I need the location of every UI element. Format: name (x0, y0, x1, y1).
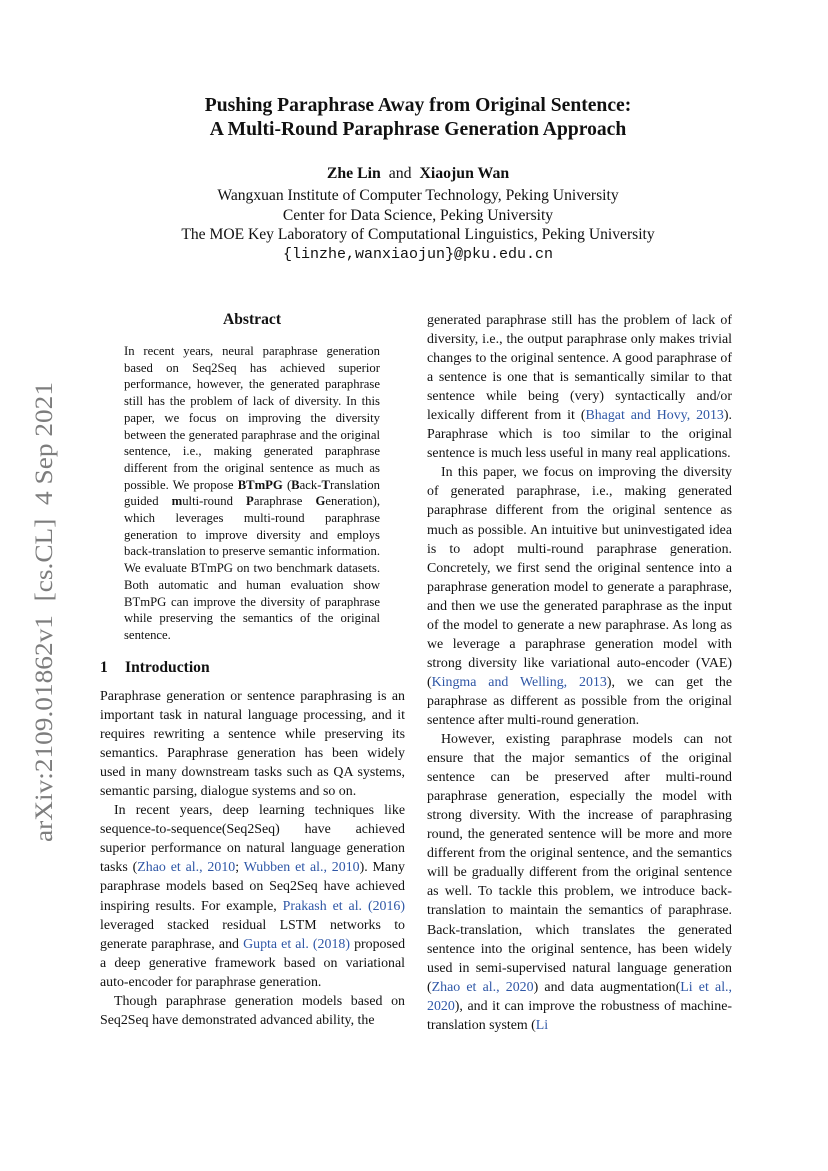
affiliation-line: Wangxuan Institute of Computer Technology, Peking University (217, 187, 619, 204)
citation-link[interactable]: Bhagat and Hovy, 2013 (585, 408, 724, 424)
acronym-letter: T (321, 477, 330, 492)
section-number: 1 (100, 659, 108, 676)
affiliation-line: Center for Data Science, Peking University (282, 206, 554, 224)
section-heading-introduction (100, 658, 210, 678)
title-line-1: Pushing Paraphrase Away from Original Sentence: (204, 95, 632, 116)
citation-link[interactable]: Prakash et al. (2016) (282, 898, 405, 914)
paragraph (427, 311, 732, 463)
paragraph-text: proposed a deep generative framework based on variational auto-encoder for paraphrase generation. (100, 936, 406, 990)
acronym-letter: B (291, 477, 300, 492)
paragraph-text: However, existing paraphrase models can not ensure that the major semantics of the original sentence can be preserved after multi-round paraphrase generation, especially the model with strong diversity. With the increase of paraphrasing round, the generated sentence will be more and more different from the original sentence, and the semantics will be gradually different from the original sentence as well. To tackle this problem, we introduce back-translation to maintain the semantics of paraphrase. Back-translation, which translates the generated sentence into the original sentence, has been widely used in semi-supervised natural language generation ( (427, 732, 732, 995)
arxiv-stamp (16, 378, 66, 848)
abstract-text: ack- (299, 477, 322, 492)
paragraph-text: In this paper, we focus on improving the diversity of generated paraphrase, i.e., making generated paraphrase different from the original sentence as much as possible. An intuitive but uninvestigated idea is to adopt multi-round paraphrase generation. Concretely, we first send the original sentence into a paraphrase generation model to generate a paraphrase, and then we use the generated paraphrase as the input of the model to generate a new paraphrase. As long as we leverage a paraphrase generation model with strong diversity like variational auto-encoder (VAE)( (427, 465, 732, 690)
citation-link[interactable]: Kingma and Welling, 2013 (431, 674, 607, 690)
method-acronym: BTmPG (237, 477, 283, 492)
abstract-body (124, 343, 380, 644)
paragraph-text: ). Many paraphrase models based on Seq2Seq have achieved inspiring results. For example, (100, 860, 405, 914)
section-title: Introduction (125, 659, 210, 676)
right-column-body (427, 311, 732, 1035)
citation-link[interactable]: Li et al., 2020 (427, 979, 732, 1014)
paragraph-text: leveraged stacked residual LSTM networks to generate paraphrase, and (100, 917, 405, 952)
citation-link[interactable]: Gupta et al. (2018) (243, 936, 350, 952)
acronym-letter: P (246, 494, 254, 509)
abstract-text: ranslation guided (124, 477, 380, 509)
paragraph-text: ) and data augmentation( (533, 979, 681, 995)
abstract-heading: Abstract (222, 311, 282, 328)
paragraph-text: ), we can get the paraphrase as different as possible from the original sentence after multi-round generation. (427, 674, 732, 728)
abstract-text: ( (282, 477, 292, 492)
abstract-text: In recent years, neural paraphrase generation based on Seq2Seq has achieved superior performance, however, the generated paraphrase still has the problem of lack of diversity. In this paper, we focus on improving the diversity between the generated paraphrase and the original sentence, i.e., making generated paraphrase different from the original sentence as much as possible. We propose (124, 344, 380, 492)
paragraph (427, 463, 732, 730)
abstract-text: eneration), which leverages multi-round paraphrase generation to improve diversity and employs back-translation to preserve semantic information. We evaluate BTmPG on two benchmark datasets. Both automatic and human evaluation show BTmPG can improve the diversity of paraphrase while preserving the semantics of the original sentence. (124, 494, 380, 642)
paragraph: Though paraphrase generation models based on Seq2Seq have demonstrated advanced ability, the (100, 993, 405, 1028)
arxiv-stamp-text: arXiv:2109.01862v1 [cs.CL] 4 Sep 2021 (29, 412, 58, 842)
affiliations (100, 186, 736, 245)
paragraph-text: ), and it can improve the robustness of machine-translation system ( (427, 998, 732, 1033)
author-list (100, 164, 736, 184)
paragraph (100, 801, 405, 991)
left-column-body (100, 687, 405, 1030)
author-separator: and (388, 165, 412, 182)
paragraph-text: generated paraphrase still has the problem of lack of diversity, i.e., the output paraphrase only makes trivial changes to the original sentence. A good paraphrase of a sentence is one that is semantically similar to that sentence while being (very) syntactically and/or lexically different from it ( (427, 313, 732, 424)
paragraph-text: ; (235, 860, 244, 876)
author-name: Zhe Lin (326, 165, 381, 182)
author-name: Xiaojun Wan (419, 165, 510, 182)
paper-title (100, 94, 736, 142)
citation-link[interactable]: Zhao et al., 2010 (137, 860, 236, 876)
abstract-text: ulti-round (182, 494, 247, 509)
acronym-letter: m (171, 494, 183, 509)
citation-link[interactable]: Wubben et al., 2010 (243, 860, 360, 876)
acronym-letter: G (315, 494, 326, 509)
citation-link[interactable]: Li (535, 1017, 549, 1033)
paragraph (427, 730, 732, 1035)
author-email: {linzhe,wanxiaojun}@pku.edu.cn (282, 246, 554, 263)
title-line-2: A Multi-Round Paraphrase Generation Approach (209, 119, 627, 140)
paragraph: Paraphrase generation or sentence paraphrasing is an important task in natural language processing, and it requires rewriting a sentence while preserving its semantics. Paraphrase generation has been widely used in many downstream tasks such as QA systems, semantic parsing, dialogue systems and so on. (100, 689, 405, 800)
paragraph-text: ). Paraphrase which is too similar to the original sentence is much less useful in many real applications. (427, 408, 732, 462)
abstract-text: araphrase (253, 494, 316, 509)
paragraph-text: In recent years, deep learning techniques like sequence-to-sequence(Seq2Seq) have achieved superior performance on natural language generation tasks ( (100, 803, 405, 876)
affiliation-line: The MOE Key Laboratory of Computational Linguistics, Peking University (181, 226, 655, 244)
citation-link[interactable]: Zhao et al., 2020 (431, 979, 534, 995)
